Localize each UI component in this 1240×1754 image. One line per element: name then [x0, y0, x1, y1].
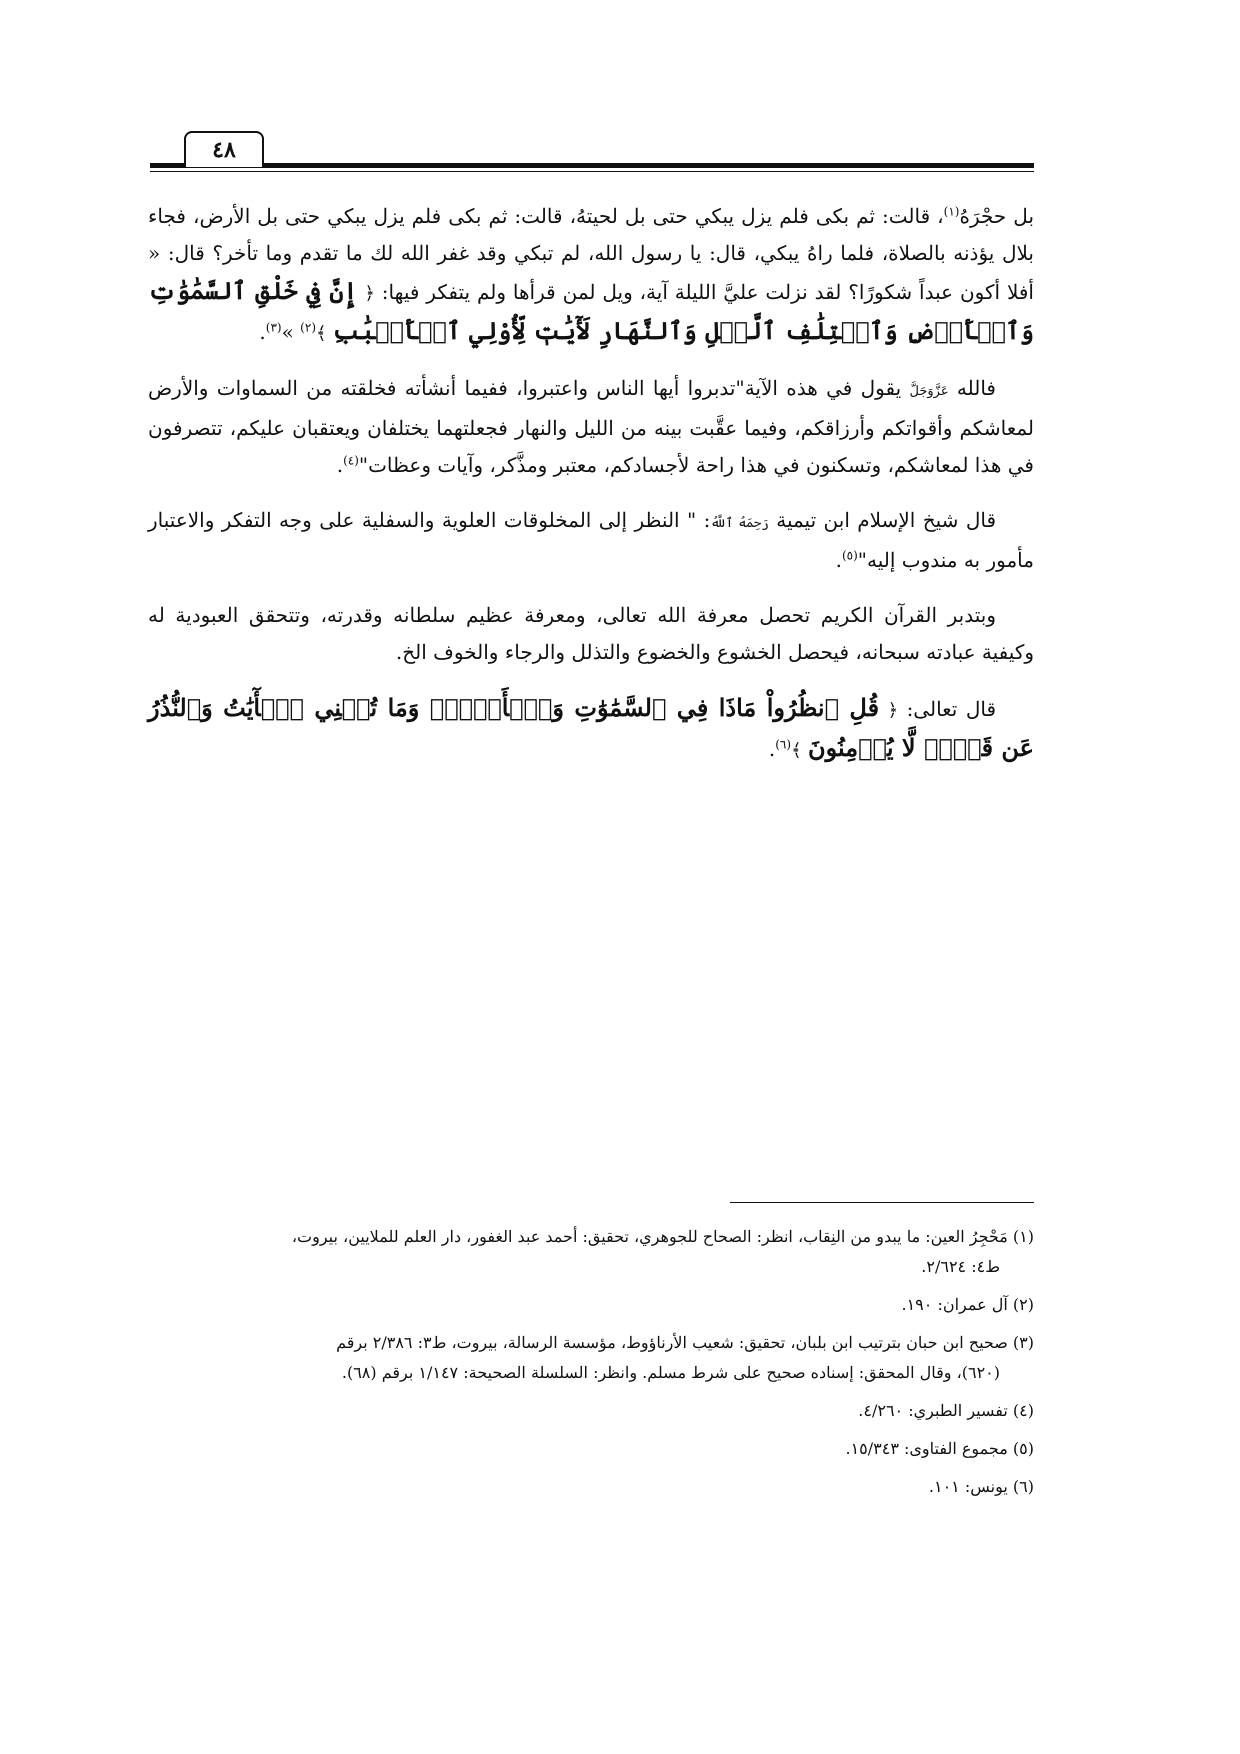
footnote-number: (٦): [1012, 1477, 1034, 1496]
honorific-glyph: رَحِمَهُ ٱللَّهُ: [710, 516, 769, 531]
p1-end: .: [259, 320, 266, 344]
p1-text-c: »: [281, 320, 301, 344]
page-number: ٤٨: [184, 131, 264, 167]
footnote-text: يونس: ١٠١.: [928, 1477, 1008, 1496]
quran-verse: إِنَّ فِي خَلْقِ ٱلسَّمَٰوَٰتِ وَٱلۡأَرۡضِ وَٱخۡتِلَٰفِ ٱلَّيۡلِ وَٱلنَّهَارِ لَأٓيَٰتٖ لِّأُوْلِي ٱلۡأَلۡبَٰبِ: [148, 276, 1034, 345]
footnote-number: (١): [1012, 1227, 1034, 1246]
p2-end: .: [336, 453, 344, 477]
footnote-item: [148, 1222, 1034, 1282]
paragraph-2: [148, 370, 1034, 484]
footnote-item: [148, 1396, 1034, 1426]
p2-text-a: فالله: [948, 376, 996, 400]
footnote-ref: (٤): [343, 453, 359, 468]
footnote-separator: [730, 1202, 1034, 1203]
p1-text-b: ، قالت: ثم بكى فلم يزل يبكي حتى بل لحيتهُ، قالت: ثم بكى فلم يزل يبكي حتى بل الأرض، فجاء بلال يؤذنه بالصلاة، فلما راهُ يبكي، قال: يا رسول الله، لم تبكي وقد غفر الله لك ما تقدم وما تأخر؟ قال: « أفلا أكون عبداً شكورًا؟ لقد نزلت عليَّ الليلة آية، ويل لمن قرأها ولم يتفكر فيها:: [148, 204, 1034, 304]
verse-close-bracket: ﴾: [791, 740, 802, 761]
footnote-ref: (٦): [775, 737, 792, 752]
p4-text: وبتدبر القرآن الكريم تحصل معرفة الله تعالى، ومعرفة عظيم سلطانه وقدرته، وتتحقق العبودية له وكيفية عبادته سبحانه، فيحصل الخشوع والخضوع والتذلل والرجاء والخوف الخ.: [148, 603, 1034, 664]
footnote-number: (٢): [1012, 1295, 1034, 1314]
footnote-ref: (٢): [300, 320, 316, 335]
page-header: [150, 128, 1034, 168]
header-rule-thin: [150, 171, 1034, 172]
honorific-glyph: عَزَّوَجَلَّ: [909, 384, 949, 399]
footnotes: [148, 1222, 1034, 1510]
body-text: [148, 198, 1034, 787]
footnote-item: [148, 1434, 1034, 1464]
footnote-text: مَحْجِرُ العين: ما يبدو من النِقاب، انظر: الصحاح للجوهري، تحقيق: أحمد عبد الغفور، دار العلم للملايين، بيروت،: [291, 1227, 1008, 1246]
paragraph-4: [148, 597, 1034, 671]
footnote-ref: (٥): [841, 548, 858, 563]
footnote-item: [148, 1328, 1034, 1388]
p1-text-a: بل حجْرَهُ: [959, 204, 1035, 228]
footnote-ref: (٣): [265, 320, 282, 335]
quran-verse: قُلِ ٱنظُرُواْ مَاذَا فِي ٱلسَّمَٰوَٰتِ وَٱلۡأَرۡضِۚ وَمَا تُغۡنِي ٱلۡأٓيَٰتُ وَٱلنُّذُرُ عَن قَوۡمٖ لَّا يُؤۡمِنُونَ: [148, 693, 1034, 762]
p3-text-a: قال شيخ الإسلام ابن تيمية: [768, 508, 997, 532]
verse-open-bracket: ﴿: [364, 283, 375, 304]
verse-close-bracket: ﴾: [316, 323, 327, 344]
paragraph-5: [148, 689, 1034, 769]
footnote-text: صحيح ابن حبان بترتيب ابن بلبان، تحقيق: شعيب الأرناؤوط، مؤسسة الرسالة، بيروت، ط٣: ٢/٣٨٦ برقم: [336, 1333, 1008, 1352]
footnote-number: (٤): [1012, 1401, 1034, 1420]
paragraph-3: [148, 502, 1034, 579]
p3-text-b: : " النظر إلى المخلوقات العلوية والسفلية على وجه التفكر والاعتبار مأمور به مندوب إليه": [148, 508, 1034, 572]
footnote-ref: (١): [943, 204, 960, 219]
footnote-text-cont: (٦٢٠)، وقال المحقق: إسناده صحيح على شرط مسلم. وانظر: السلسلة الصحيحة: ١/١٤٧ برقم (٦٨).: [341, 1363, 1000, 1382]
footnote-item: [148, 1290, 1034, 1320]
p5-text-a: قال تعالى:: [898, 697, 997, 721]
footnote-text: مجموع الفتاوى: ١٥/٣٤٣.: [845, 1439, 1008, 1458]
header-rule-thick: [150, 163, 1034, 168]
p5-end: .: [768, 737, 776, 761]
footnote-item: [148, 1472, 1034, 1502]
verse-open-bracket: ﴿: [887, 700, 899, 721]
footnote-text: تفسير الطبري: ٤/٢٦٠.: [858, 1401, 1008, 1420]
p2-text-b: يقول في هذه الآية"تدبروا أيها الناس واعتبروا، ففيما أنشأته فخلقته من السماوات والأرض لمعاشكم وأقواتكم وأرزاقكم، وفيما عقَّبت بينه من الليل والنهار فجعلتهما يختلفان ويعتقبان عليكم، تتصرفون في هذا لمعاشكم، وتسكنون في هذا راحة لأجسادكم، معتبر ومذَّكر، وآيات وعظات": [148, 376, 1034, 477]
p3-end: .: [835, 548, 842, 572]
footnote-number: (٥): [1012, 1439, 1034, 1458]
footnote-text: آل عمران: ١٩٠.: [901, 1295, 1008, 1314]
footnote-text-cont: ط٤: ٢/٦٢٤.: [921, 1257, 1000, 1276]
footnote-number: (٣): [1012, 1333, 1034, 1352]
paragraph-1: [148, 198, 1034, 352]
